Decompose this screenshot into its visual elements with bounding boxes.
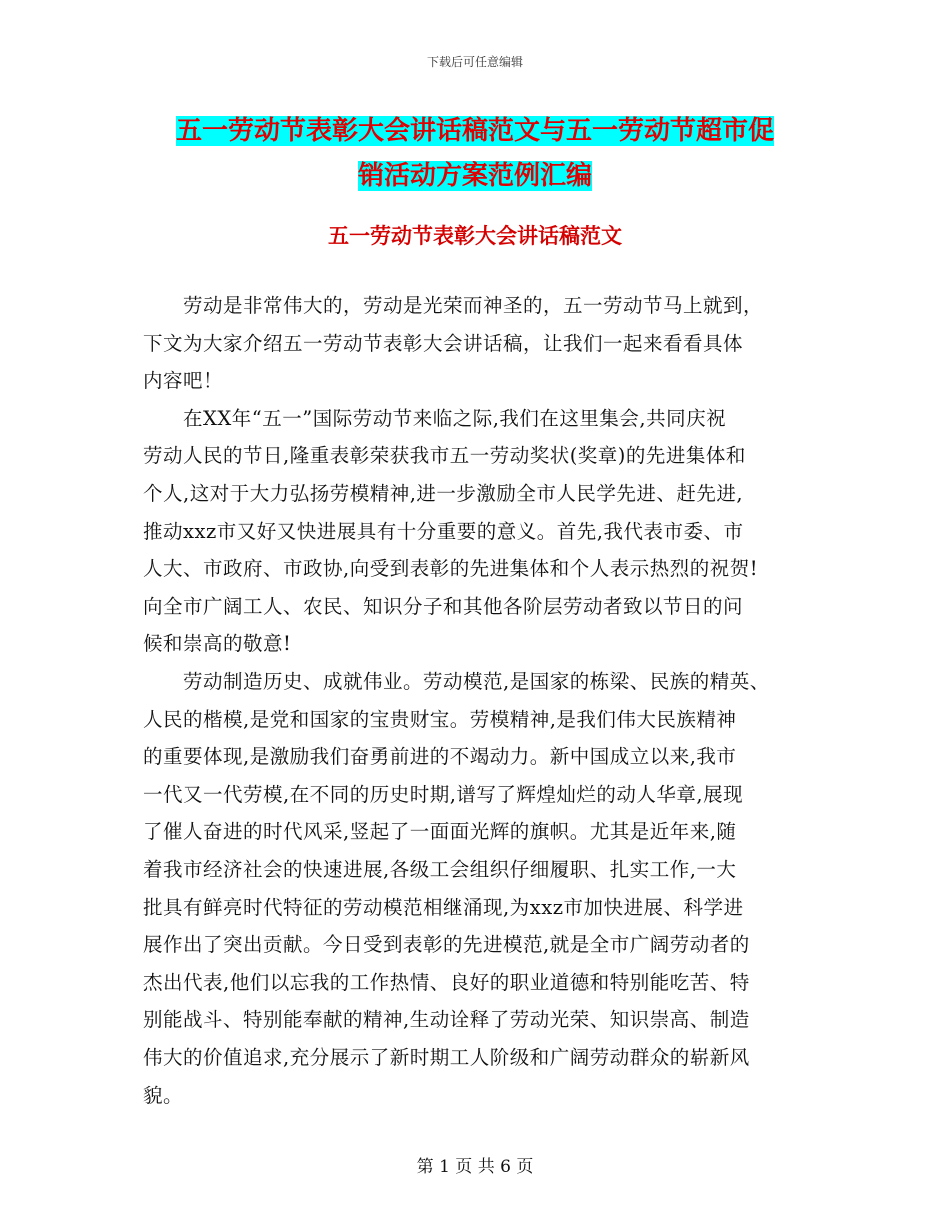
- body-line: 人民的楷模,是党和国家的宝贵财宝。劳模精神,是我们伟大民族精神: [143, 707, 737, 731]
- title-highlight-2: 销活动方案范例汇编: [357, 161, 592, 191]
- page-footer: 第 1 页 共 6 页: [416, 1157, 534, 1177]
- body-line: 别能战斗、特别能奉献的精神,生动诠释了劳动光荣、知识崇高、制造: [143, 1008, 750, 1032]
- document-title-line-2: [140, 156, 810, 196]
- body-line: 个人,这对于大力弘扬劳模精神,进一步激励全市人民学先进、赶先进,: [143, 482, 744, 505]
- body-line: 候和崇高的敬意!: [143, 632, 292, 656]
- body-line: 在XX年“五一”国际劳动节来临之际,我们在这里集会,共同庆祝: [143, 406, 727, 430]
- body-line: 批具有鲜亮时代特征的劳动模范相继涌现,为xxz市加快进展、科学进: [143, 895, 744, 919]
- body-line: 劳动是非常伟大的，劳动是光荣而神圣的，五一劳动节马上就到，: [143, 294, 764, 317]
- document-title-line-1: [140, 111, 810, 151]
- title-highlight-1: 五一劳动节表彰大会讲话稿范文与五一劳动节超市促: [175, 116, 774, 146]
- body-line: 展作出了突出贡献。今日受到表彰的先进模范,就是全市广阔劳动者的: [143, 933, 750, 957]
- body-line: 人大、市政府、市政协,向受到表彰的先进集体和个人表示热烈的祝贺!: [143, 557, 759, 581]
- body-line: 下文为大家介绍五一劳动节表彰大会讲话稿，让我们一起来看看具体: [143, 331, 744, 355]
- body-line: 内容吧！: [143, 369, 224, 393]
- body-line: 劳动制造历史、成就伟业。劳动模范,是国家的栋梁、民族的精英、: [143, 670, 770, 693]
- body-line: 伟大的价值追求,充分展示了新时期工人阶级和广阔劳动群众的崭新风: [143, 1046, 750, 1069]
- header-note: 下载后可任意编辑: [426, 55, 523, 69]
- body-line: 向全市广阔工人、农民、知识分子和其他各阶层劳动者致以节日的问: [143, 594, 744, 618]
- body-line: 貌。: [143, 1083, 184, 1107]
- body-line: 劳动人民的节日,隆重表彰荣获我市五一劳动奖状(奖章)的先进集体和: [143, 444, 746, 468]
- body-line: 推动xxz市又好又快进展具有十分重要的意义。首先,我代表市委、市: [143, 519, 744, 543]
- body-line: 的重要体现,是激励我们奋勇前进的不竭动力。新中国成立以来,我市: [143, 745, 737, 769]
- section-title: 五一劳动节表彰大会讲话稿范文: [328, 224, 622, 248]
- body-line: 一代又一代劳模,在不同的历史时期,谱写了辉煌灿烂的动人华章,展现: [143, 782, 744, 806]
- body-line: 了催人奋进的时代风采,竖起了一面面光辉的旗帜。尤其是近年来,随: [143, 820, 737, 844]
- body-line: 着我市经济社会的快速进展,各级工会组织仔细履职、扎实工作,一大: [143, 858, 737, 881]
- body-line: 杰出代表,他们以忘我的工作热情、良好的职业道德和特别能吃苦、特: [143, 970, 750, 994]
